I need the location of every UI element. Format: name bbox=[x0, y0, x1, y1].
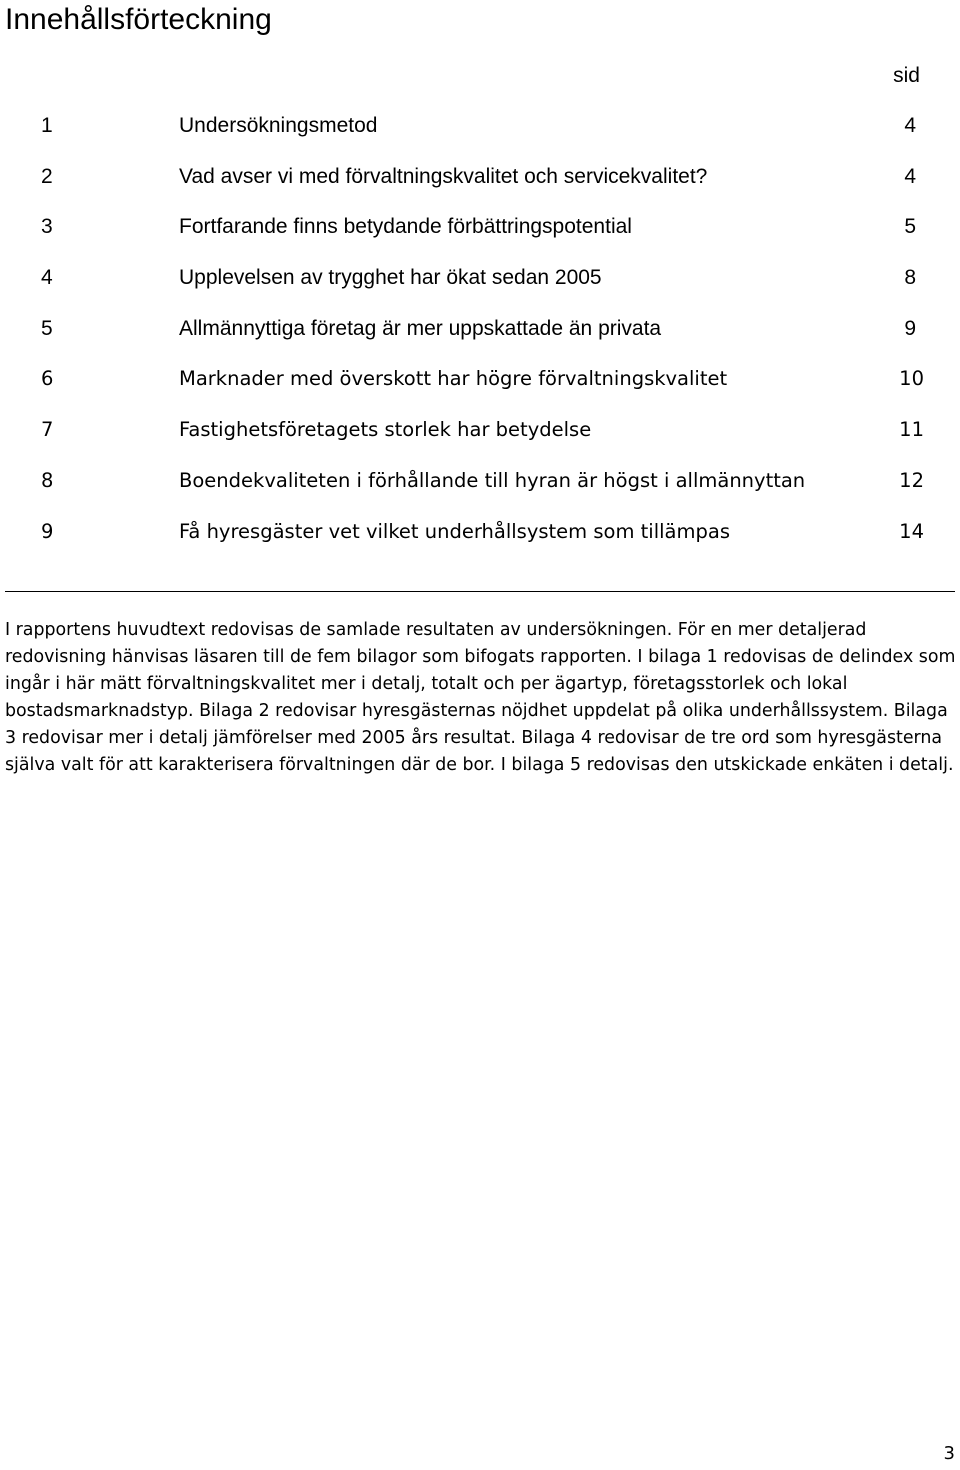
toc-entry-title: Boendekvaliteten i förhållande till hyran är högst i allmännyttan bbox=[179, 468, 806, 492]
toc-entry-number: 6 bbox=[41, 367, 54, 391]
toc-entry-title: Marknader med överskott har högre förvaltningskvalitet bbox=[179, 367, 728, 391]
page-number: 3 bbox=[943, 1443, 955, 1464]
toc-entry-page: 12 bbox=[899, 468, 924, 492]
toc-entry-page: 8 bbox=[904, 266, 916, 290]
intro-paragraph: I rapportens huvudtext redovisas de samlade resultaten av undersökningen. För en mer detaljerad redovisning hänvisas läsaren till de fem bilagor som bifogats rapporten. I bilaga 1 redovisas de delindex som ingår i här mätt förvaltningskvalitet mer i detalj, totalt och per ägartyp, företagsstorlek och lokal bostadsmarknadstyp. Bilaga 2 redovisar hyresgästernas nöjdhet uppdelat på olika underhållssystem. Bilaga 3 redovisar mer i detalj jämförelser med 2005 års resultat. Bilaga 4 redovisar de tre ord som hyresgästerna själva valt för att karakterisera förvaltningen där de bor. I bilaga 5 redovisas den utskickade enkäten i detalj. bbox=[5, 620, 956, 775]
toc-entry-page: 9 bbox=[904, 316, 916, 340]
toc-entry-number: 8 bbox=[41, 468, 54, 492]
toc-entry-7 bbox=[0, 416, 960, 467]
toc-entry-page: 11 bbox=[899, 418, 924, 442]
toc-entry-8 bbox=[0, 467, 960, 518]
toc-entry-page: 4 bbox=[904, 114, 916, 137]
toc-entry-4 bbox=[0, 264, 960, 315]
toc-entry-2 bbox=[0, 163, 960, 214]
page-column-header: sid bbox=[893, 64, 920, 87]
toc-entry-5 bbox=[0, 315, 960, 366]
toc-entry-9 bbox=[0, 518, 960, 569]
toc-entry-title: Vad avser vi med förvaltningskvalitet och servicekvalitet? bbox=[179, 164, 708, 188]
toc-entry-number: 7 bbox=[41, 418, 54, 442]
toc-entry-number: 1 bbox=[41, 114, 53, 137]
toc-entry-page: 10 bbox=[899, 367, 924, 391]
toc-entry-title: Undersökningsmetod bbox=[179, 114, 378, 137]
toc-entry-title: Få hyresgäster vet vilket underhållsystem som tillämpas bbox=[179, 519, 730, 543]
toc-entry-title: Allmännyttiga företag är mer uppskattade än privata bbox=[179, 316, 662, 340]
toc-entry-6 bbox=[0, 365, 960, 416]
toc-entry-title: Upplevelsen av trygghet har ökat sedan 2005 bbox=[179, 266, 602, 290]
toc-entry-number: 3 bbox=[41, 215, 53, 239]
toc-entry-number: 5 bbox=[41, 316, 53, 340]
toc-entry-1 bbox=[0, 112, 960, 163]
toc-entry-number: 2 bbox=[41, 164, 53, 188]
toc-entry-page: 5 bbox=[904, 215, 916, 239]
toc-entry-title: Fastighetsföretagets storlek har betydelse bbox=[179, 418, 592, 442]
toc-entry-3 bbox=[0, 213, 960, 264]
toc-entry-number: 4 bbox=[41, 266, 53, 290]
toc-entry-number: 9 bbox=[41, 519, 54, 543]
table-of-contents bbox=[0, 112, 960, 568]
toc-entry-page: 14 bbox=[899, 519, 924, 543]
toc-entry-title: Fortfarande finns betydande förbättringspotential bbox=[179, 215, 632, 239]
toc-entry-page: 4 bbox=[904, 164, 916, 188]
document-title: Innehållsförteckning bbox=[5, 3, 272, 36]
section-divider bbox=[5, 591, 955, 592]
